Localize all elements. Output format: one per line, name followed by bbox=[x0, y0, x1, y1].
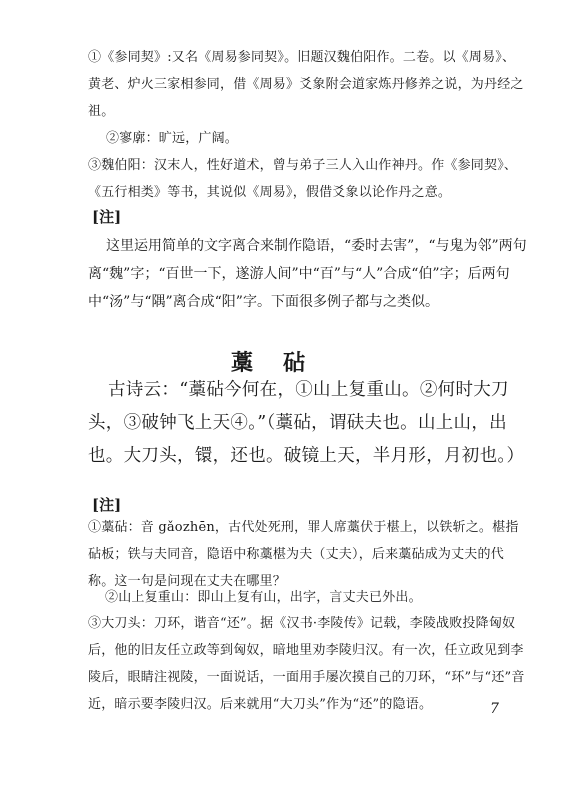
note-heading: [注] bbox=[92, 208, 122, 226]
annotation-1: ①藁砧：音 gǎozhēn，古代处死刑，罪人席藁伏于椹上，以铁斩之。椹指砧板；铁与夫同音，隐语中称藁椹为夫（丈夫），后来藁砧成为丈夫的代称。这一句是问现在丈夫在哪里？ bbox=[88, 520, 519, 589]
footnote-3: ③魏伯阳：汉末人，性好道术，曾与弟子三人入山作神丹。作《参同契》、《五行相类》等书，其说似《周易》，假借爻象以论作丹之意。 bbox=[88, 158, 518, 200]
page-number: 7 bbox=[490, 701, 499, 717]
note-paragraph: 这里运用简单的文字离合来制作隐语，“委时去害”，“与鬼为邻”两句离“魏”字；“百世一下，遂游人间”中“百”与“人”合成“伯”字；后两句中“汤”与“隅”离合成“阳”字。下面很多例子都与之类似。 bbox=[88, 238, 527, 310]
poem-paragraph: 古诗云：“藁砧今何在，①山上复重山。②何时大刀头，③破钟飞上天④。”（藁砧，谓砆夫也。山上山，出也。大刀头，镮，还也。破镜上天，半月形，月初也。） bbox=[88, 380, 525, 466]
annotation-3: ③大刀头：刀环，谐音“还”。据《汉书·李陵传》记载，李陵战败投降匈奴后，他的旧友任立政等到匈奴，暗地里劝李陵归汉。有一次，任立政见到李陵后，眼睛注视陵，一面说话，一面用手屡次摸自己的刀环，“环”与“还”音近，暗示要李陵归汉。后来就用“大刀头”作为“还”的隐语。 bbox=[88, 616, 525, 712]
section-title: 藁砧 bbox=[230, 351, 335, 376]
footnote-1: ①《参同契》:又名《周易参同契》。旧题汉魏伯阳作。二卷。以《周易》、黄老、炉火三家相参同，借《周易》爻象附会道家炼丹修养之说，为丹经之祖。 bbox=[88, 50, 524, 119]
annotation-heading: [注] bbox=[92, 496, 122, 514]
annotation-2: ②山上复重山：即山上复有山，出字，言丈夫已外出。 bbox=[105, 590, 422, 605]
footnote-2: ②寥廓：旷远，广阔。 bbox=[106, 131, 239, 146]
